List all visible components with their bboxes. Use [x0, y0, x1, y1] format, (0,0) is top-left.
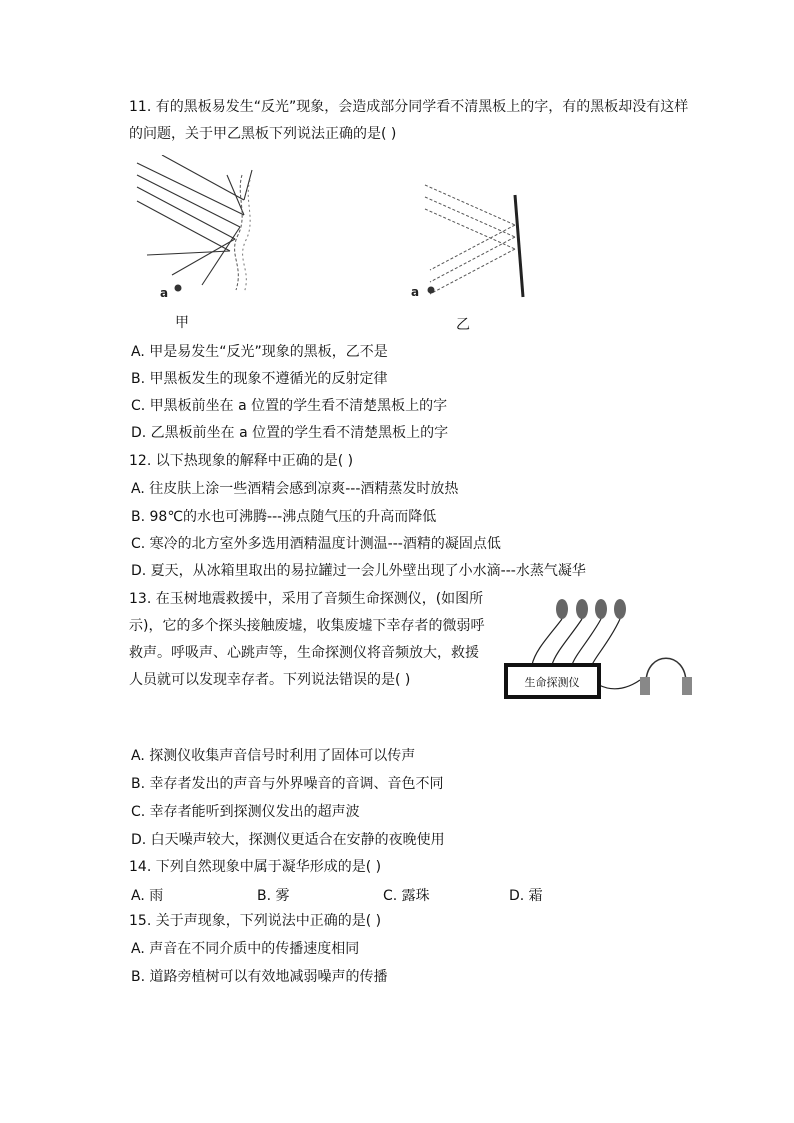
- q11-option-b: B. 甲黑板发生的现象不遵循光的反射定律: [131, 371, 388, 387]
- figure-life-detector: [500, 595, 700, 705]
- figure-jia: [132, 155, 267, 300]
- q13-option-a: A. 探测仪收集声音信号时利用了固体可以传声: [131, 748, 416, 764]
- q11-stem-line1: 11. 有的黑板易发生“反光”现象，会造成部分同学看不清黑板上的字，有的黑板却没有这样: [129, 99, 689, 115]
- probe-icon: [614, 599, 626, 619]
- q11-stem-line2: 的问题，关于甲乙黑板下列说法正确的是( ): [129, 126, 397, 142]
- q11-option-d: D. 乙黑板前坐在 a 位置的学生看不清楚黑板上的字: [131, 425, 449, 441]
- q14-stem: 14. 下列自然现象中属于凝华形成的是( ): [129, 859, 382, 875]
- fig-yi-caption: 乙: [456, 317, 470, 333]
- q13-stem-line3: 救声。呼吸声、心跳声等，生命探测仪将音频放大，救援: [129, 645, 479, 661]
- q13-stem-line4: 人员就可以发现幸存者。下列说法错误的是( ): [129, 672, 411, 688]
- probe-icon: [556, 599, 568, 619]
- figure-yi: [405, 175, 535, 300]
- q13-option-d: D. 白天噪声较大，探测仪更适合在安静的夜晚使用: [131, 832, 445, 848]
- headphones-icon: [646, 658, 686, 683]
- q13-stem-line2: 示)，它的多个探头接触废墟，收集废墟下幸存者的微弱呼: [129, 618, 485, 634]
- q13-option-b: B. 幸存者发出的声音与外界噪音的音调、音色不同: [131, 776, 444, 792]
- q15-option-a: A. 声音在不同介质中的传播速度相同: [131, 941, 360, 957]
- q13-stem-line1: 13. 在玉树地震救援中，采用了音频生命探测仪，(如图所: [129, 591, 484, 607]
- fig-jia-point-label: a: [160, 286, 169, 300]
- fig-jia-caption: 甲: [175, 315, 189, 331]
- q14-option-b: B. 雾: [257, 888, 290, 904]
- fig-yi-point-label: a: [411, 285, 420, 299]
- q14-option-c: C. 露珠: [383, 888, 430, 904]
- q12-stem: 12. 以下热现象的解释中正确的是( ): [129, 453, 354, 469]
- q14-option-d: D. 霜: [509, 888, 543, 904]
- detector-label: 生命探测仪: [524, 676, 580, 689]
- q12-option-a: A. 往皮肤上涂一些酒精会感到凉爽---酒精蒸发时放热: [131, 481, 459, 497]
- probe-icon: [576, 599, 588, 619]
- q14-option-a: A. 雨: [131, 888, 164, 904]
- probe-icon: [595, 599, 607, 619]
- q11-option-c: C. 甲黑板前坐在 a 位置的学生看不清楚黑板上的字: [131, 398, 448, 414]
- q11-option-a: A. 甲是易发生“反光”现象的黑板，乙不是: [131, 344, 388, 360]
- q12-option-d: D. 夏天，从冰箱里取出的易拉罐过一会儿外壁出现了小水滴---水蒸气凝华: [131, 563, 586, 579]
- q12-option-c: C. 寒冷的北方室外多选用酒精温度计测温---酒精的凝固点低: [131, 536, 501, 552]
- q12-option-b: B. 98℃的水也可沸腾---沸点随气压的升高而降低: [131, 509, 437, 525]
- q15-option-b: B. 道路旁植树可以有效地减弱噪声的传播: [131, 969, 388, 985]
- q15-stem: 15. 关于声现象，下列说法中正确的是( ): [129, 913, 382, 929]
- q13-option-c: C. 幸存者能听到探测仪发出的超声波: [131, 804, 360, 820]
